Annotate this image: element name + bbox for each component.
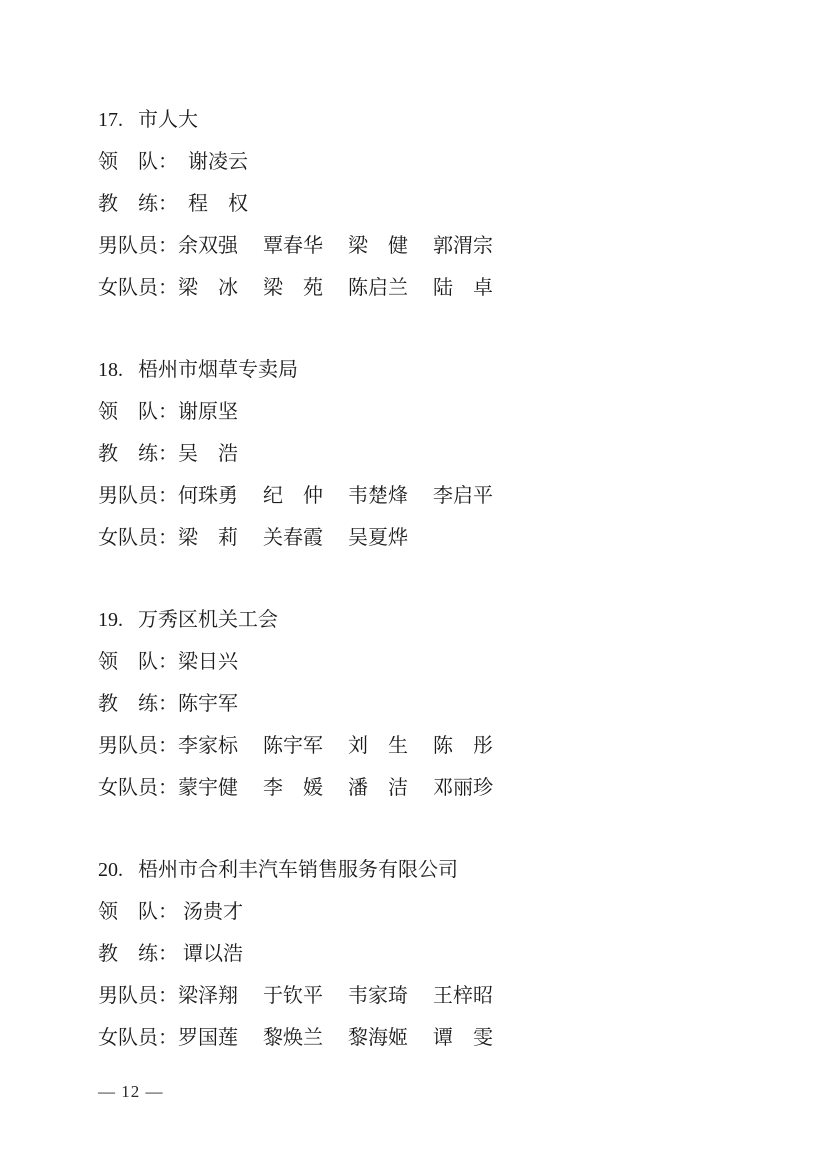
female-members-row	[98, 517, 738, 559]
team-title	[98, 349, 738, 391]
coach-value: 吴 浩	[178, 443, 238, 465]
coach-row	[98, 933, 738, 975]
male-members-list: 李家标 陈宇军 刘 生 陈 彤	[178, 735, 493, 757]
female-members-list: 罗国莲 黎焕兰 黎海姬 谭 雯	[178, 1027, 493, 1049]
leader-value: 汤贵才	[178, 901, 243, 923]
male-members-label: 男队员：	[98, 485, 178, 507]
leader-value: 谢原坚	[178, 401, 238, 423]
male-members-row	[98, 475, 738, 517]
female-members-list: 梁 莉 关春霞 吴夏烨	[178, 527, 408, 549]
leader-label: 领 队：	[98, 151, 168, 173]
female-members-label: 女队员：	[98, 1027, 178, 1049]
male-members-list: 梁泽翔 于钦平 韦家琦 王梓昭	[178, 985, 493, 1007]
team-number: 20.	[98, 859, 123, 881]
leader-row	[98, 391, 738, 433]
female-members-row	[98, 267, 738, 309]
team-number: 17.	[98, 109, 123, 131]
male-members-list: 何珠勇 纪 仲 韦楚烽 李启平	[178, 485, 493, 507]
female-members-list: 梁 冰 梁 苑 陈启兰 陆 卓	[178, 277, 493, 299]
female-members-list: 蒙宇健 李 媛 潘 洁 邓丽珍	[178, 777, 493, 799]
team-name: 梧州市烟草专卖局	[138, 359, 298, 381]
document-body	[98, 99, 738, 1059]
female-members-label: 女队员：	[98, 527, 178, 549]
coach-row	[98, 433, 738, 475]
leader-value: 谢凌云	[168, 151, 248, 173]
leader-row	[98, 641, 738, 683]
team-title	[98, 99, 738, 141]
team-section-17	[98, 99, 738, 309]
team-number: 19.	[98, 609, 123, 631]
female-members-label: 女队员：	[98, 777, 178, 799]
female-members-row	[98, 767, 738, 809]
team-title	[98, 599, 738, 641]
leader-label: 领 队：	[98, 651, 178, 673]
male-members-row	[98, 225, 738, 267]
male-members-label: 男队员：	[98, 735, 178, 757]
team-name: 市人大	[138, 109, 198, 131]
male-members-row	[98, 725, 738, 767]
coach-row	[98, 683, 738, 725]
male-members-row	[98, 975, 738, 1017]
male-members-label: 男队员：	[98, 235, 178, 257]
page-number: — 12 —	[98, 1082, 164, 1101]
coach-value: 陈宇军	[178, 693, 238, 715]
leader-label: 领 队：	[98, 401, 178, 423]
team-section-18	[98, 349, 738, 559]
female-members-label: 女队员：	[98, 277, 178, 299]
team-number: 18.	[98, 359, 123, 381]
coach-label: 教 练：	[98, 943, 178, 965]
leader-row	[98, 891, 738, 933]
team-section-19	[98, 599, 738, 809]
female-members-row	[98, 1017, 738, 1059]
coach-label: 教 练：	[98, 693, 178, 715]
leader-label: 领 队：	[98, 901, 178, 923]
coach-label: 教 练：	[98, 193, 168, 215]
coach-value: 谭以浩	[178, 943, 243, 965]
team-name: 万秀区机关工会	[138, 609, 278, 631]
leader-row	[98, 141, 738, 183]
coach-value: 程 权	[168, 193, 248, 215]
coach-label: 教 练：	[98, 443, 178, 465]
coach-row	[98, 183, 738, 225]
male-members-label: 男队员：	[98, 985, 178, 1007]
male-members-list: 余双强 覃春华 梁 健 郭渭宗	[178, 235, 493, 257]
team-title	[98, 849, 738, 891]
team-section-20	[98, 849, 738, 1059]
leader-value: 梁日兴	[178, 651, 238, 673]
team-name: 梧州市合利丰汽车销售服务有限公司	[138, 859, 458, 881]
